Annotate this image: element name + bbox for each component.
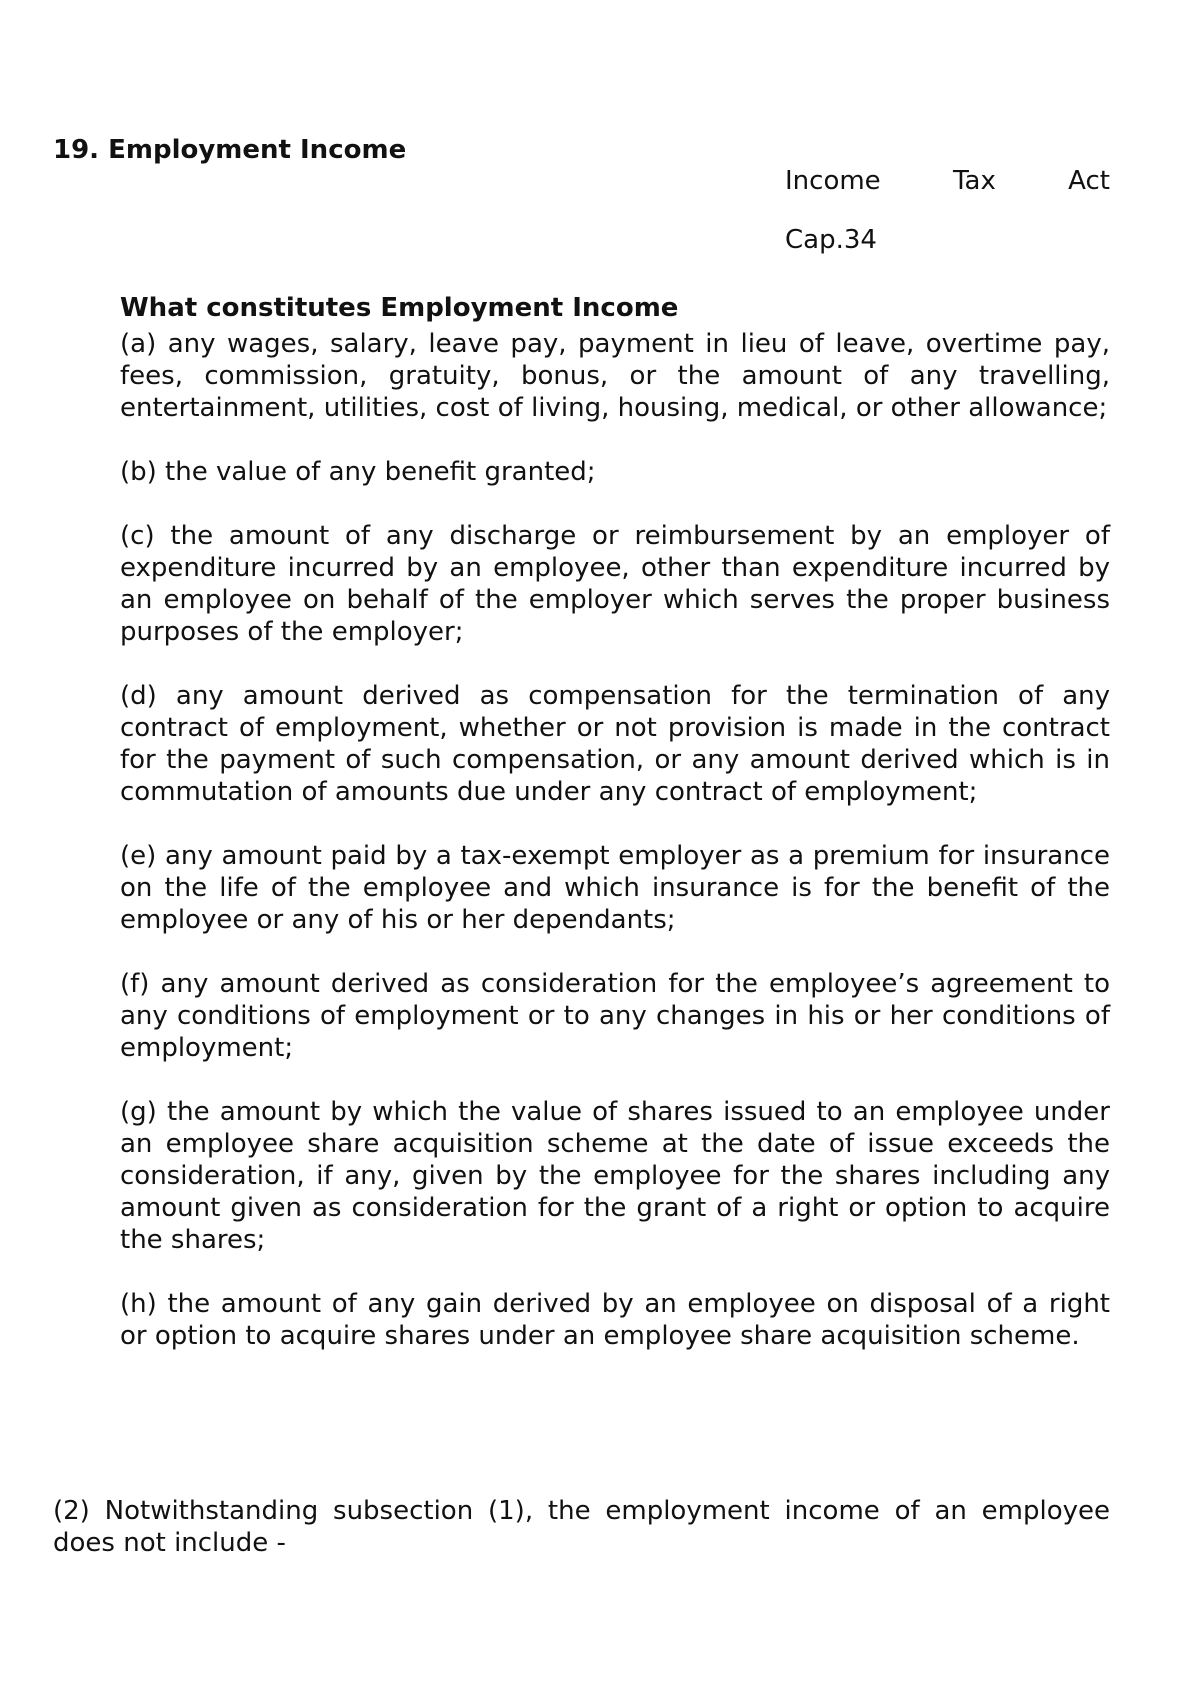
paragraph-d: (d) any amount derived as compensation for the termination of any contract of employment, whether or not provision is made in the contract for the payment of such compensation, or any amount derived which is in commutation of amounts due under any contract of employment;	[120, 681, 1110, 807]
subsection-2: (2) Notwithstanding subsection (1), the employment income of an employee does not include -	[53, 1496, 1110, 1558]
paragraph-b: (b) the value of any benefit granted;	[120, 457, 596, 487]
paragraph-f: (f) any amount derived as consideration for the employee’s agreement to any conditions of employment or to any changes in his or her conditions of employment;	[120, 969, 1110, 1063]
paragraph-a: (a) any wages, salary, leave pay, payment in lieu of leave, overtime pay, fees, commission, gratuity, bonus, or the amount of any travelling, entertainment, utilities, cost of living, housing, medical, or other allowance;	[120, 329, 1110, 423]
act-word-act: Act	[1068, 166, 1110, 196]
act-chapter: Cap.34	[785, 225, 877, 255]
paragraph-e: (e) any amount paid by a tax-exempt employer as a premium for insurance on the life of the employee and which insurance is for the benefit of the employee or any of his or her dependants;	[120, 841, 1110, 935]
section-title: 19. Employment Income	[53, 135, 407, 165]
act-word-income: Income	[785, 166, 881, 196]
paragraph-c: (c) the amount of any discharge or reimbursement by an employer of expenditure incurred by an employee, other than expenditure incurred by an employee on behalf of the employer which serves the proper business purposes of the employer;	[120, 521, 1110, 647]
subheading: What constitutes Employment Income	[120, 293, 679, 323]
employment-income-definitions	[120, 292, 1110, 1384]
paragraph-g: (g) the amount by which the value of shares issued to an employee under an employee share acquisition scheme at the date of issue exceeds the consideration, if any, given by the employee for the shares including any amount given as consideration for the grant of a right or option to acquire the shares;	[120, 1097, 1110, 1255]
act-reference	[785, 165, 1110, 197]
act-word-tax: Tax	[952, 166, 996, 196]
paragraph-h: (h) the amount of any gain derived by an employee on disposal of a right or option to acquire shares under an employee share acquisition scheme.	[120, 1289, 1110, 1351]
